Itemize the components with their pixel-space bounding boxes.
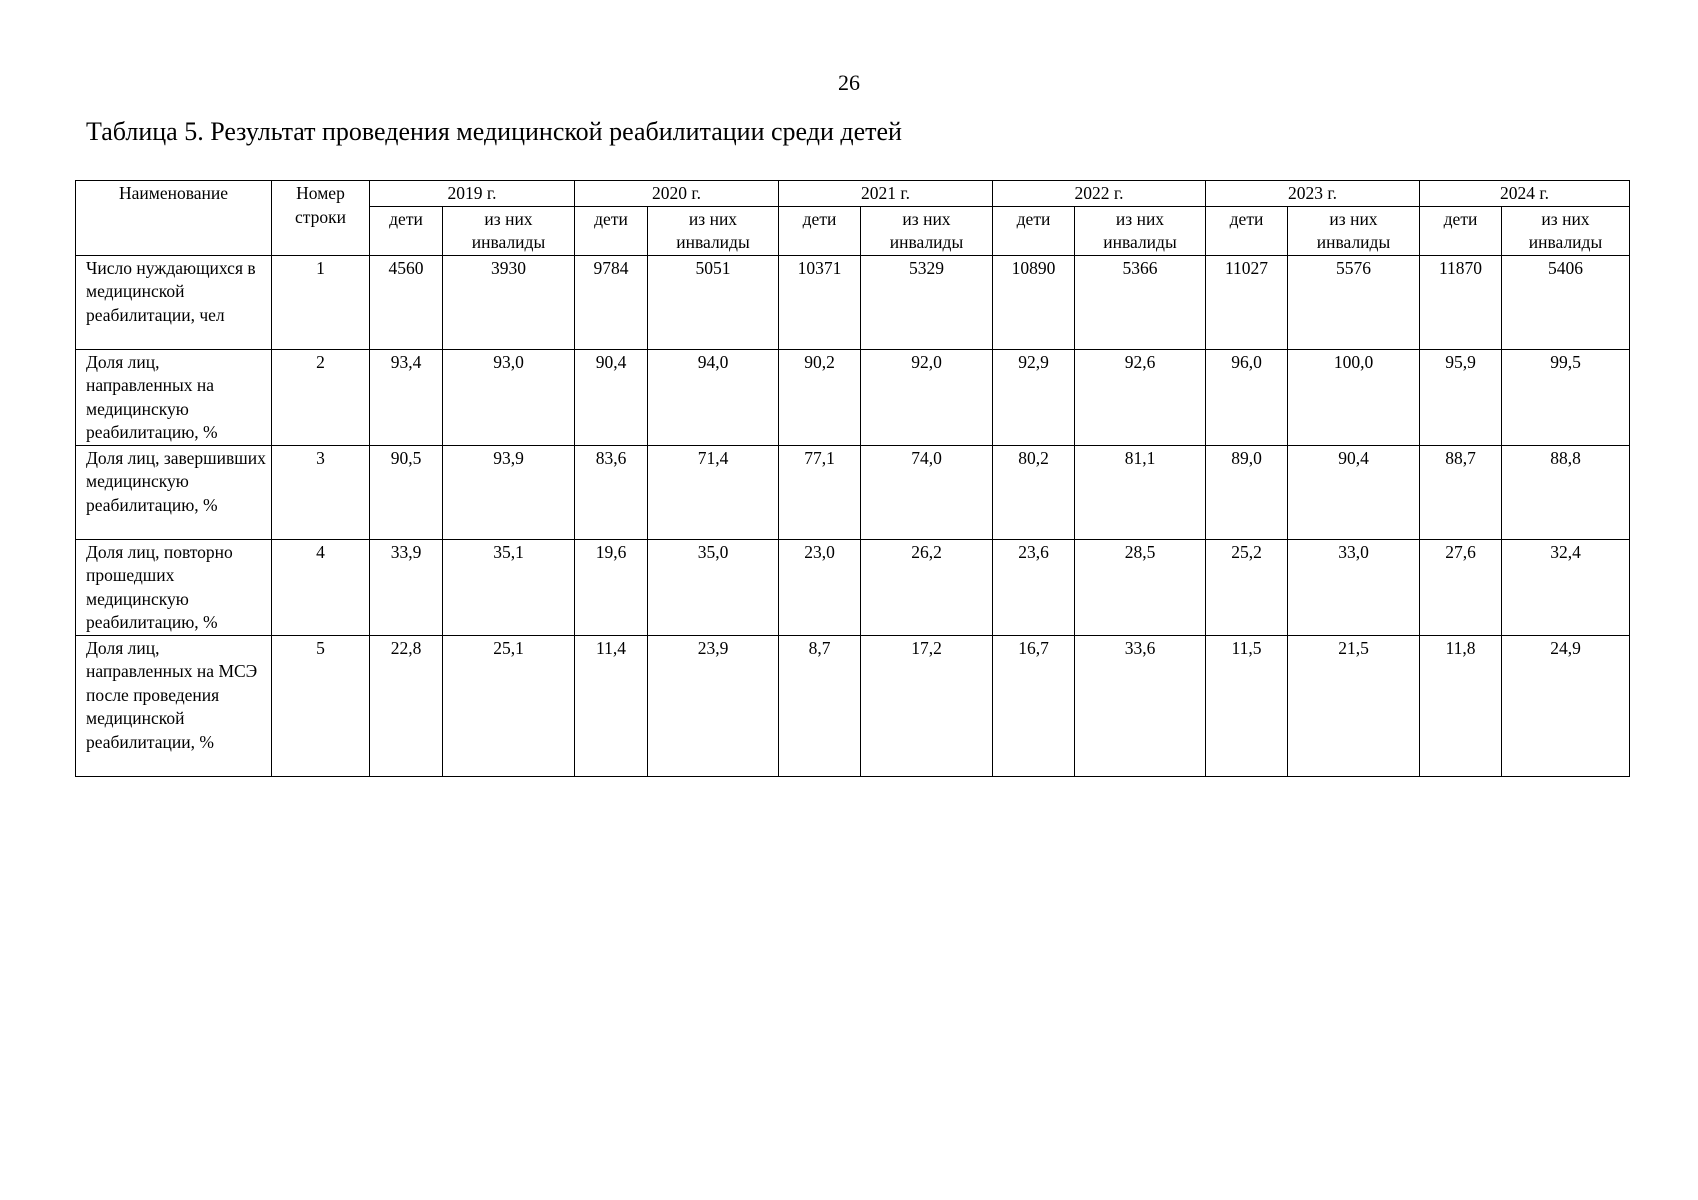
header-children: дети [370,206,443,255]
header-children: дети [575,206,648,255]
table-header [76,181,1630,256]
cell-children: 89,0 [1206,445,1288,539]
cell-children: 83,6 [575,445,648,539]
row-name: Доля лиц, завершивших медицинскую реабилитацию, % [76,445,272,539]
cell-children: 22,8 [370,635,443,776]
cell-children: 90,2 [779,349,861,445]
cell-children: 10371 [779,255,861,349]
cell-disabled: 21,5 [1288,635,1420,776]
cell-disabled: 23,9 [648,635,779,776]
header-year: 2024 г. [1420,181,1630,207]
cell-children: 93,4 [370,349,443,445]
header-disabled: из них инвалиды [1288,206,1420,255]
row-number: 4 [272,539,370,635]
page-number: 26 [838,70,860,95]
header-row-years [76,181,1630,207]
cell-children: 77,1 [779,445,861,539]
row-name: Доля лиц, направленных на МСЭ после проведения медицинской реабилитации, % [76,635,272,776]
cell-disabled: 92,0 [861,349,993,445]
cell-children: 25,2 [1206,539,1288,635]
cell-children: 95,9 [1420,349,1502,445]
cell-children: 33,9 [370,539,443,635]
header-disabled: из них инвалиды [1502,206,1630,255]
table-row [76,445,1630,539]
header-year: 2022 г. [993,181,1206,207]
cell-children: 8,7 [779,635,861,776]
table-row [76,635,1630,776]
cell-disabled: 93,0 [443,349,575,445]
cell-children: 11870 [1420,255,1502,349]
cell-disabled: 92,6 [1075,349,1206,445]
cell-children: 80,2 [993,445,1075,539]
cell-disabled: 35,0 [648,539,779,635]
header-disabled: из них инвалиды [1075,206,1206,255]
header-children: дети [1206,206,1288,255]
cell-children: 23,6 [993,539,1075,635]
cell-disabled: 5406 [1502,255,1630,349]
cell-disabled: 5329 [861,255,993,349]
cell-disabled: 35,1 [443,539,575,635]
header-disabled: из них инвалиды [443,206,575,255]
cell-disabled: 5576 [1288,255,1420,349]
cell-disabled: 81,1 [1075,445,1206,539]
cell-disabled: 25,1 [443,635,575,776]
cell-children: 11,8 [1420,635,1502,776]
cell-disabled: 3930 [443,255,575,349]
cell-disabled: 94,0 [648,349,779,445]
cell-disabled: 100,0 [1288,349,1420,445]
cell-children: 19,6 [575,539,648,635]
table-body [76,255,1630,776]
cell-disabled: 26,2 [861,539,993,635]
header-name: Наименование [76,181,272,256]
cell-disabled: 90,4 [1288,445,1420,539]
row-number: 2 [272,349,370,445]
header-children: дети [779,206,861,255]
cell-children: 88,7 [1420,445,1502,539]
cell-disabled: 5366 [1075,255,1206,349]
cell-children: 92,9 [993,349,1075,445]
table-row [76,539,1630,635]
cell-disabled: 24,9 [1502,635,1630,776]
cell-disabled: 32,4 [1502,539,1630,635]
header-disabled: из них инвалиды [648,206,779,255]
header-children: дети [993,206,1075,255]
cell-children: 4560 [370,255,443,349]
row-number: 1 [272,255,370,349]
row-name: Число нуждающихся в медицинской реабилитации, чел [76,255,272,349]
header-year: 2021 г. [779,181,993,207]
cell-children: 10890 [993,255,1075,349]
table-caption: Таблица 5. Результат проведения медицинской реабилитации среди детей [86,117,902,146]
header-year: 2023 г. [1206,181,1420,207]
cell-disabled: 99,5 [1502,349,1630,445]
header-disabled: из них инвалиды [861,206,993,255]
cell-children: 11027 [1206,255,1288,349]
cell-children: 11,5 [1206,635,1288,776]
cell-children: 23,0 [779,539,861,635]
cell-children: 90,4 [575,349,648,445]
header-year: 2019 г. [370,181,575,207]
cell-children: 96,0 [1206,349,1288,445]
cell-disabled: 17,2 [861,635,993,776]
cell-disabled: 33,0 [1288,539,1420,635]
cell-disabled: 93,9 [443,445,575,539]
row-name: Доля лиц, направленных на медицинскую реабилитацию, % [76,349,272,445]
cell-children: 9784 [575,255,648,349]
header-children: дети [1420,206,1502,255]
table-row [76,349,1630,445]
cell-children: 27,6 [1420,539,1502,635]
rehabilitation-results-table [75,180,1630,777]
cell-disabled: 71,4 [648,445,779,539]
header-row-number: Номер строки [272,181,370,256]
cell-disabled: 74,0 [861,445,993,539]
header-year: 2020 г. [575,181,779,207]
cell-children: 16,7 [993,635,1075,776]
cell-disabled: 28,5 [1075,539,1206,635]
cell-disabled: 33,6 [1075,635,1206,776]
cell-disabled: 88,8 [1502,445,1630,539]
row-number: 3 [272,445,370,539]
row-number: 5 [272,635,370,776]
cell-children: 90,5 [370,445,443,539]
cell-disabled: 5051 [648,255,779,349]
cell-children: 11,4 [575,635,648,776]
row-name: Доля лиц, повторно прошедших медицинскую реабилитацию, % [76,539,272,635]
table-row [76,255,1630,349]
